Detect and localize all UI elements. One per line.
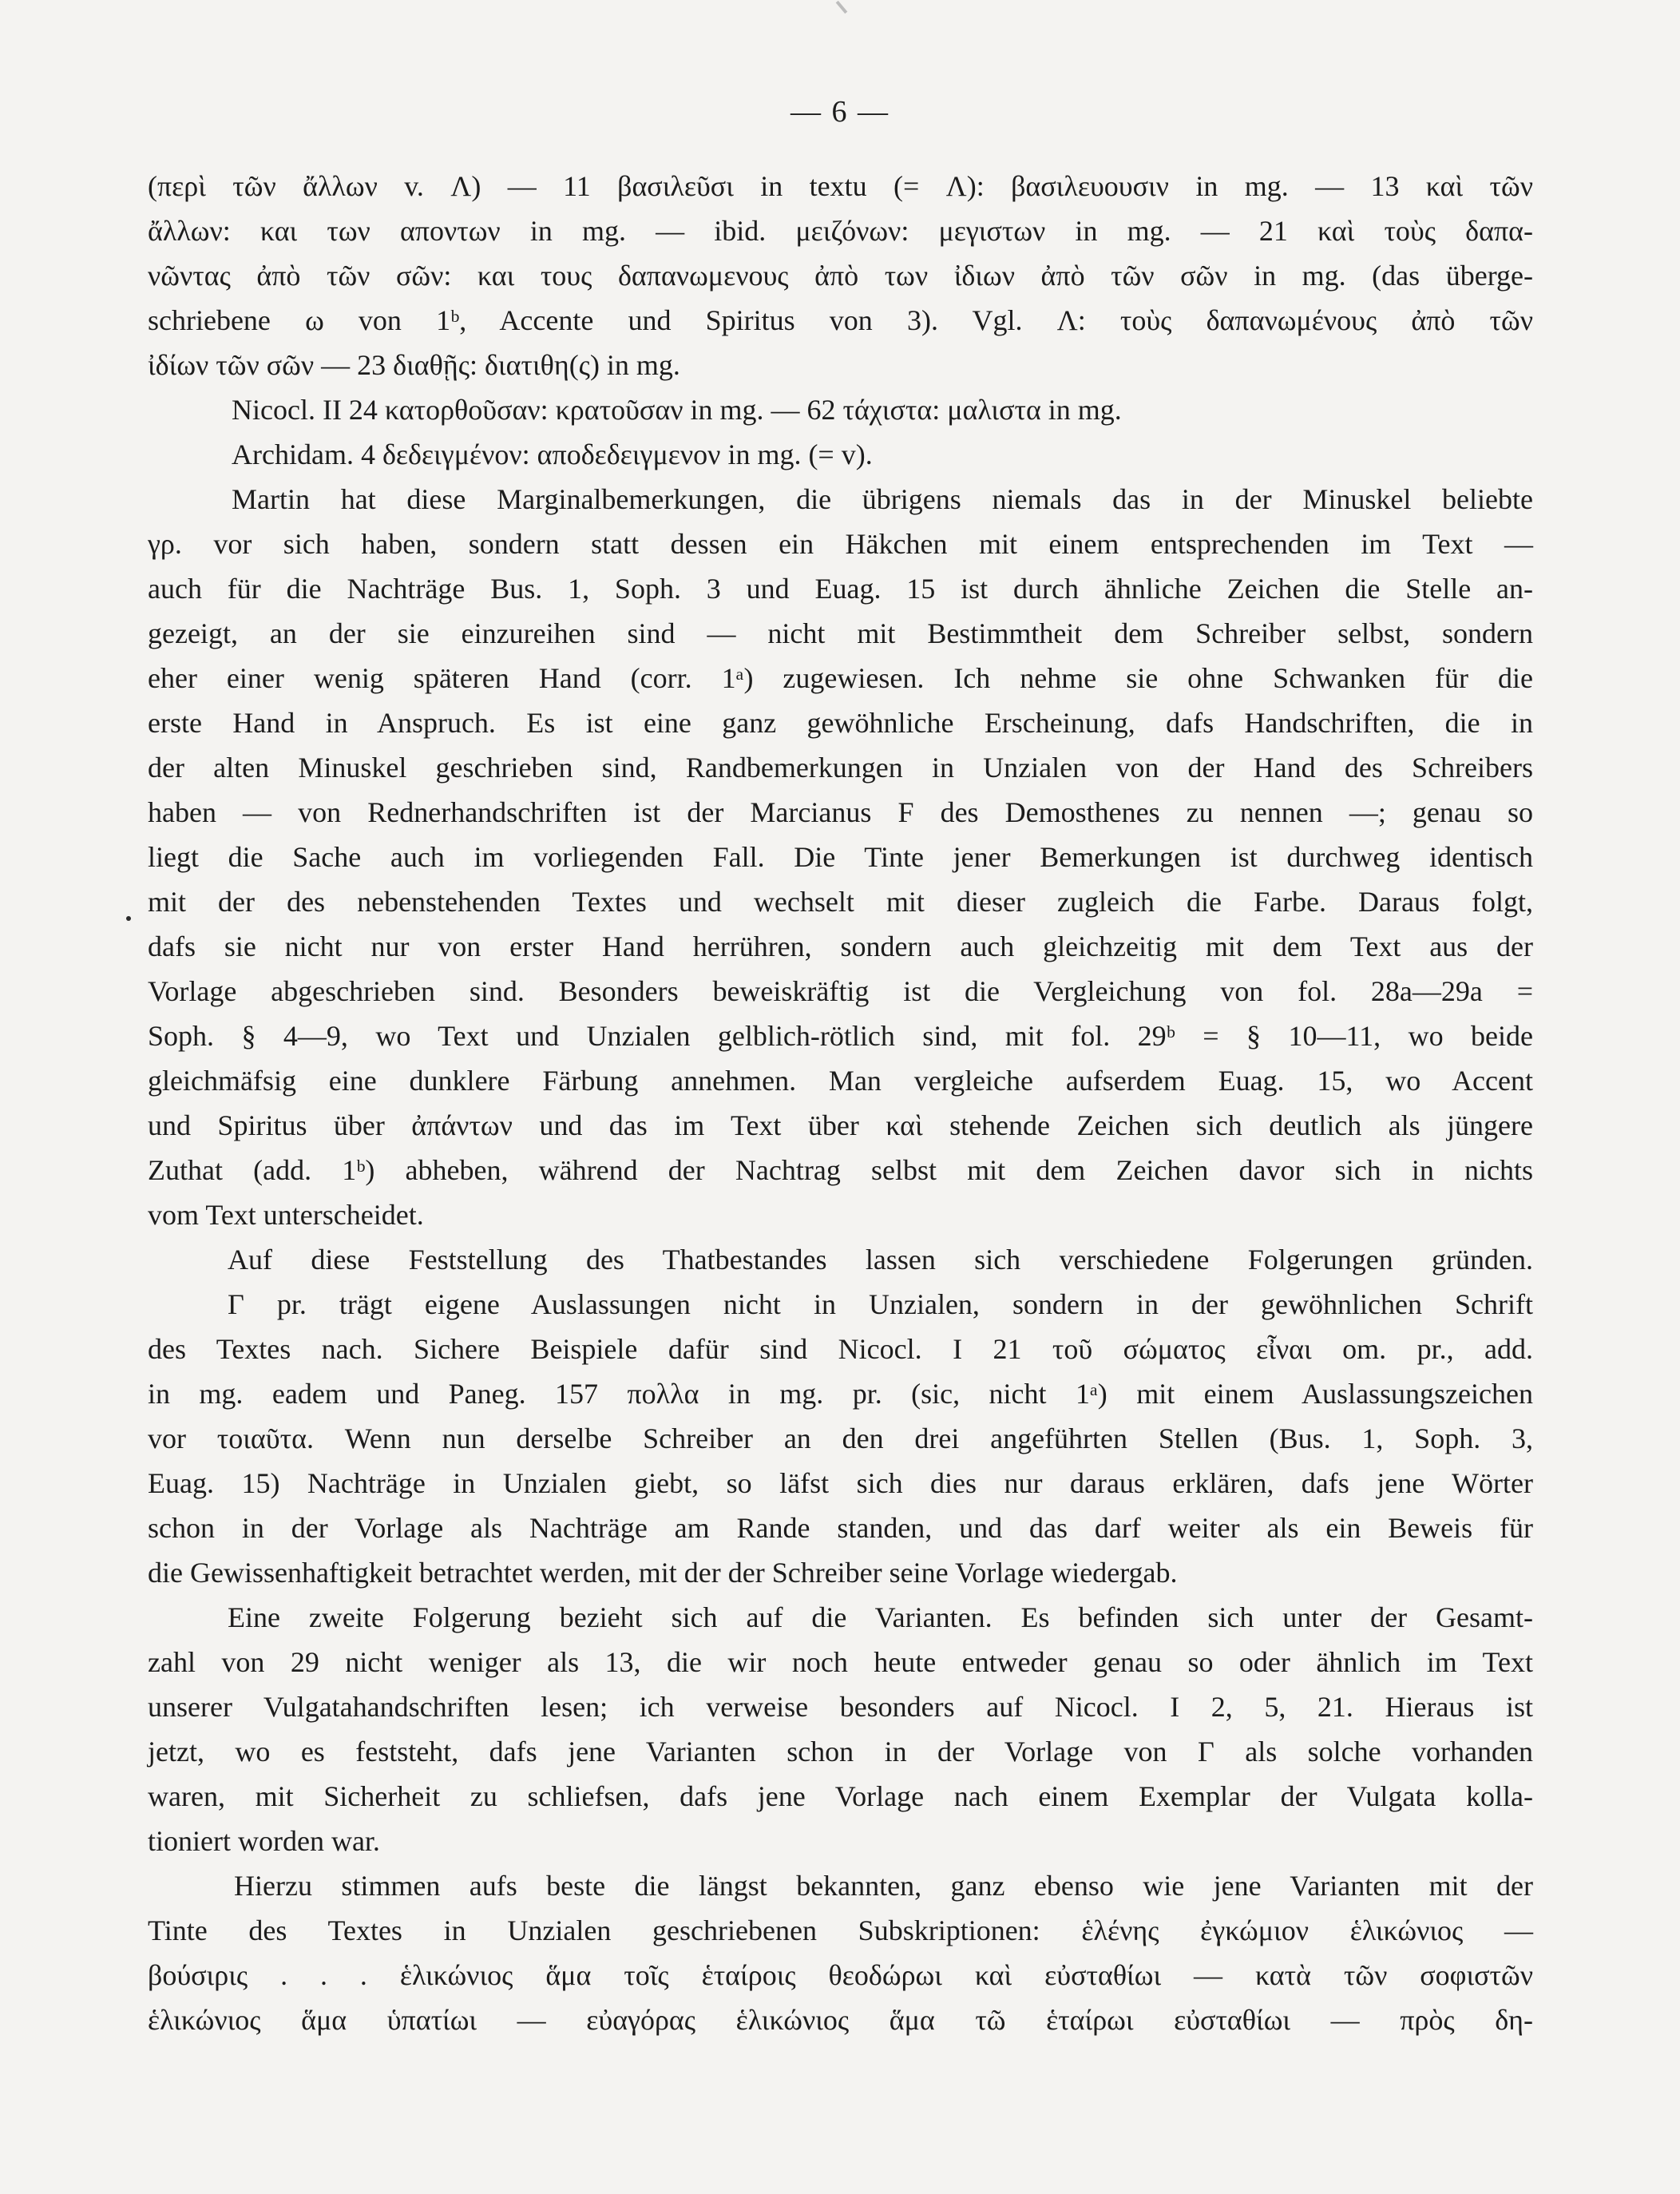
text-line: gleichmäfsig eine dunklere Färbung annehmen. Man vergleiche aufserdem Euag. 15, wo Accent xyxy=(148,1065,1533,1097)
text-line: vom Text unterscheidet. xyxy=(148,1199,424,1231)
text-line: unserer Vulgatahandschriften lesen; ich verweise besonders auf Nicocl. I 2, 5, 21. Hieraus ist xyxy=(148,1691,1533,1723)
text-line: jetzt, wo es feststeht, dafs jene Varianten schon in der Vorlage von Γ als solche vorhanden xyxy=(148,1736,1533,1767)
text-line: liegt die Sache auch im vorliegenden Fall. Die Tinte jener Bemerkungen ist durchweg identisch xyxy=(148,841,1533,873)
text-line: Euag. 15) Nachträge in Unzialen giebt, so läfst sich dies nur daraus erklären, dafs jene Wörter xyxy=(148,1467,1533,1499)
page-mark xyxy=(836,1,848,14)
text-line: und Spiritus über ἀπάντων und das im Text über καὶ stehende Zeichen sich deutlich als jüngere xyxy=(148,1109,1533,1141)
text-line: Vorlage abgeschrieben sind. Besonders beweiskräftig ist die Vergleichung von fol. 28a—29a = xyxy=(148,975,1533,1007)
text-line: auch für die Nachträge Bus. 1, Soph. 3 und Euag. 15 ist durch ähnliche Zeichen die Stelle an- xyxy=(148,573,1533,605)
text-line: haben — von Rednerhandschriften ist der Marcianus F des Demosthenes zu nennen —; genau so xyxy=(148,796,1533,828)
body-text xyxy=(148,164,1533,2042)
page-number: — 6 — xyxy=(790,95,890,129)
paragraph-start: Martin hat diese Marginalbemerkungen, die übrigens niemals das in der Minuskel beliebte xyxy=(232,483,1533,515)
text-line: ἑλικώνιος ἅμα ὑπατίωι — εὐαγόρας ἑλικώνιος ἅμα τῶ ἑταίρωι εὐσταθίωι — πρὸς δη- xyxy=(148,2004,1533,2036)
text-line: Γ pr. trägt eigene Auslassungen nicht in Unzialen, sondern in der gewöhnlichen Schrift xyxy=(228,1288,1533,1320)
text-line: ἄλλων: και των απoντων in mg. — ibid. μειζόνων: μεγιστων in mg. — 21 καὶ τοὺς δαπα- xyxy=(148,215,1533,247)
text-line: Zuthat (add. 1ᵇ) abheben, während der Nachtrag selbst mit dem Zeichen davor sich in nichts xyxy=(148,1154,1533,1186)
text-line: der alten Minuskel geschrieben sind, Randbemerkungen in Unzialen von der Hand des Schreibers xyxy=(148,752,1533,784)
text-line: die Gewissenhaftigkeit betrachtet werden, mit der der Schreiber seine Vorlage wiedergab. xyxy=(148,1557,1178,1589)
text-line: ἰδίων τῶν σῶν — 23 διαθῇς: διατιθη(ς) in mg. xyxy=(148,349,680,381)
text-line: (περὶ τῶν ἄλλων v. Λ) — 11 βασιλεῦσι in textu (= Λ): βασιλευουσιν in mg. — 13 καὶ τῶν xyxy=(148,170,1533,202)
text-line: Soph. § 4—9, wo Text und Unzialen gelblich-rötlich sind, mit fol. 29ᵇ = § 10—11, wo beide xyxy=(148,1020,1533,1052)
text-line: vor τοιαῦτα. Wenn nun derselbe Schreiber an den drei angeführten Stellen (Bus. 1, Soph. 3, xyxy=(148,1422,1533,1454)
paragraph-start: Eine zweite Folgerung bezieht sich auf die Varianten. Es befinden sich unter der Gesamt- xyxy=(228,1601,1533,1633)
text-line: schon in der Vorlage als Nachträge am Rande standen, und das darf weiter als ein Beweis für xyxy=(148,1512,1533,1544)
text-line: Nicocl. II 24 κατορθοῦσαν: κρατοῦσαν in mg. — 62 τάχιστα: μαλιστα in mg. xyxy=(232,394,1122,426)
paragraph-start: Auf diese Feststellung des Thatbestandes lassen sich verschiedene Folgerungen gründen. xyxy=(228,1244,1533,1276)
text-line: βούσιρις . . . ἑλικώνιος ἅμα τοῖς ἑταίροις θεοδώρωι καὶ εὐσταθίωι — κατὰ τῶν σοφιστῶν xyxy=(148,1959,1533,1991)
text-line: schriebene ω von 1ᵇ, Accente und Spiritus von 3). Vgl. Λ: τοὺς δαπανωμένους ἀπὸ τῶν xyxy=(148,304,1533,336)
text-line: eher einer wenig späteren Hand (corr. 1ᵃ) zugewiesen. Ich nehme sie ohne Schwanken für die xyxy=(148,662,1533,694)
text-line: waren, mit Sicherheit zu schliefsen, dafs jene Vorlage nach einem Exemplar der Vulgata kolla- xyxy=(148,1780,1533,1812)
text-line: γρ. vor sich haben, sondern statt dessen ein Häkchen mit einem entsprechenden im Text — xyxy=(148,528,1533,560)
text-line: νῶντας ἀπὸ τῶν σῶν: και τους δαπανωμενους ἀπὸ των ἰδιων ἀπὸ τῶν σῶν in mg. (das überge- xyxy=(148,260,1533,292)
paragraph-start: Hierzu stimmen aufs beste die längst bekannten, ganz ebenso wie jene Varianten mit der xyxy=(234,1870,1533,1902)
text-line: zahl von 29 nicht weniger als 13, die wir noch heute entweder genau so oder ähnlich im Text xyxy=(148,1646,1533,1678)
text-line: gezeigt, an der sie einzureihen sind — nicht mit Bestimmtheit dem Schreiber selbst, sondern xyxy=(148,617,1533,649)
text-line: in mg. eadem und Paneg. 157 πολλα in mg. pr. (sic, nicht 1ᵃ) mit einem Auslassungszeichen xyxy=(148,1378,1533,1410)
margin-dot xyxy=(126,916,131,921)
text-line: Tinte des Textes in Unzialen geschriebenen Subskriptionen: ἑλένης ἐγκώμιον ἑλικώνιος — xyxy=(148,1914,1533,1946)
text-line: mit der des nebenstehenden Textes und wechselt mit dieser zugleich die Farbe. Daraus folgt, xyxy=(148,886,1533,918)
text-line: des Textes nach. Sichere Beispiele dafür sind Nicocl. I 21 τοῦ σώματος εἶναι om. pr., add. xyxy=(148,1333,1533,1365)
text-line: tioniert worden war. xyxy=(148,1825,380,1857)
text-line: Archidam. 4 δεδειγμένον: αποδεδειγμενον in mg. (= v). xyxy=(232,438,873,470)
text-line: dafs sie nicht nur von erster Hand herrühren, sondern auch gleichzeitig mit dem Text aus der xyxy=(148,930,1533,962)
text-line: erste Hand in Anspruch. Es ist eine ganz gewöhnliche Erscheinung, dafs Handschriften, die in xyxy=(148,707,1533,739)
